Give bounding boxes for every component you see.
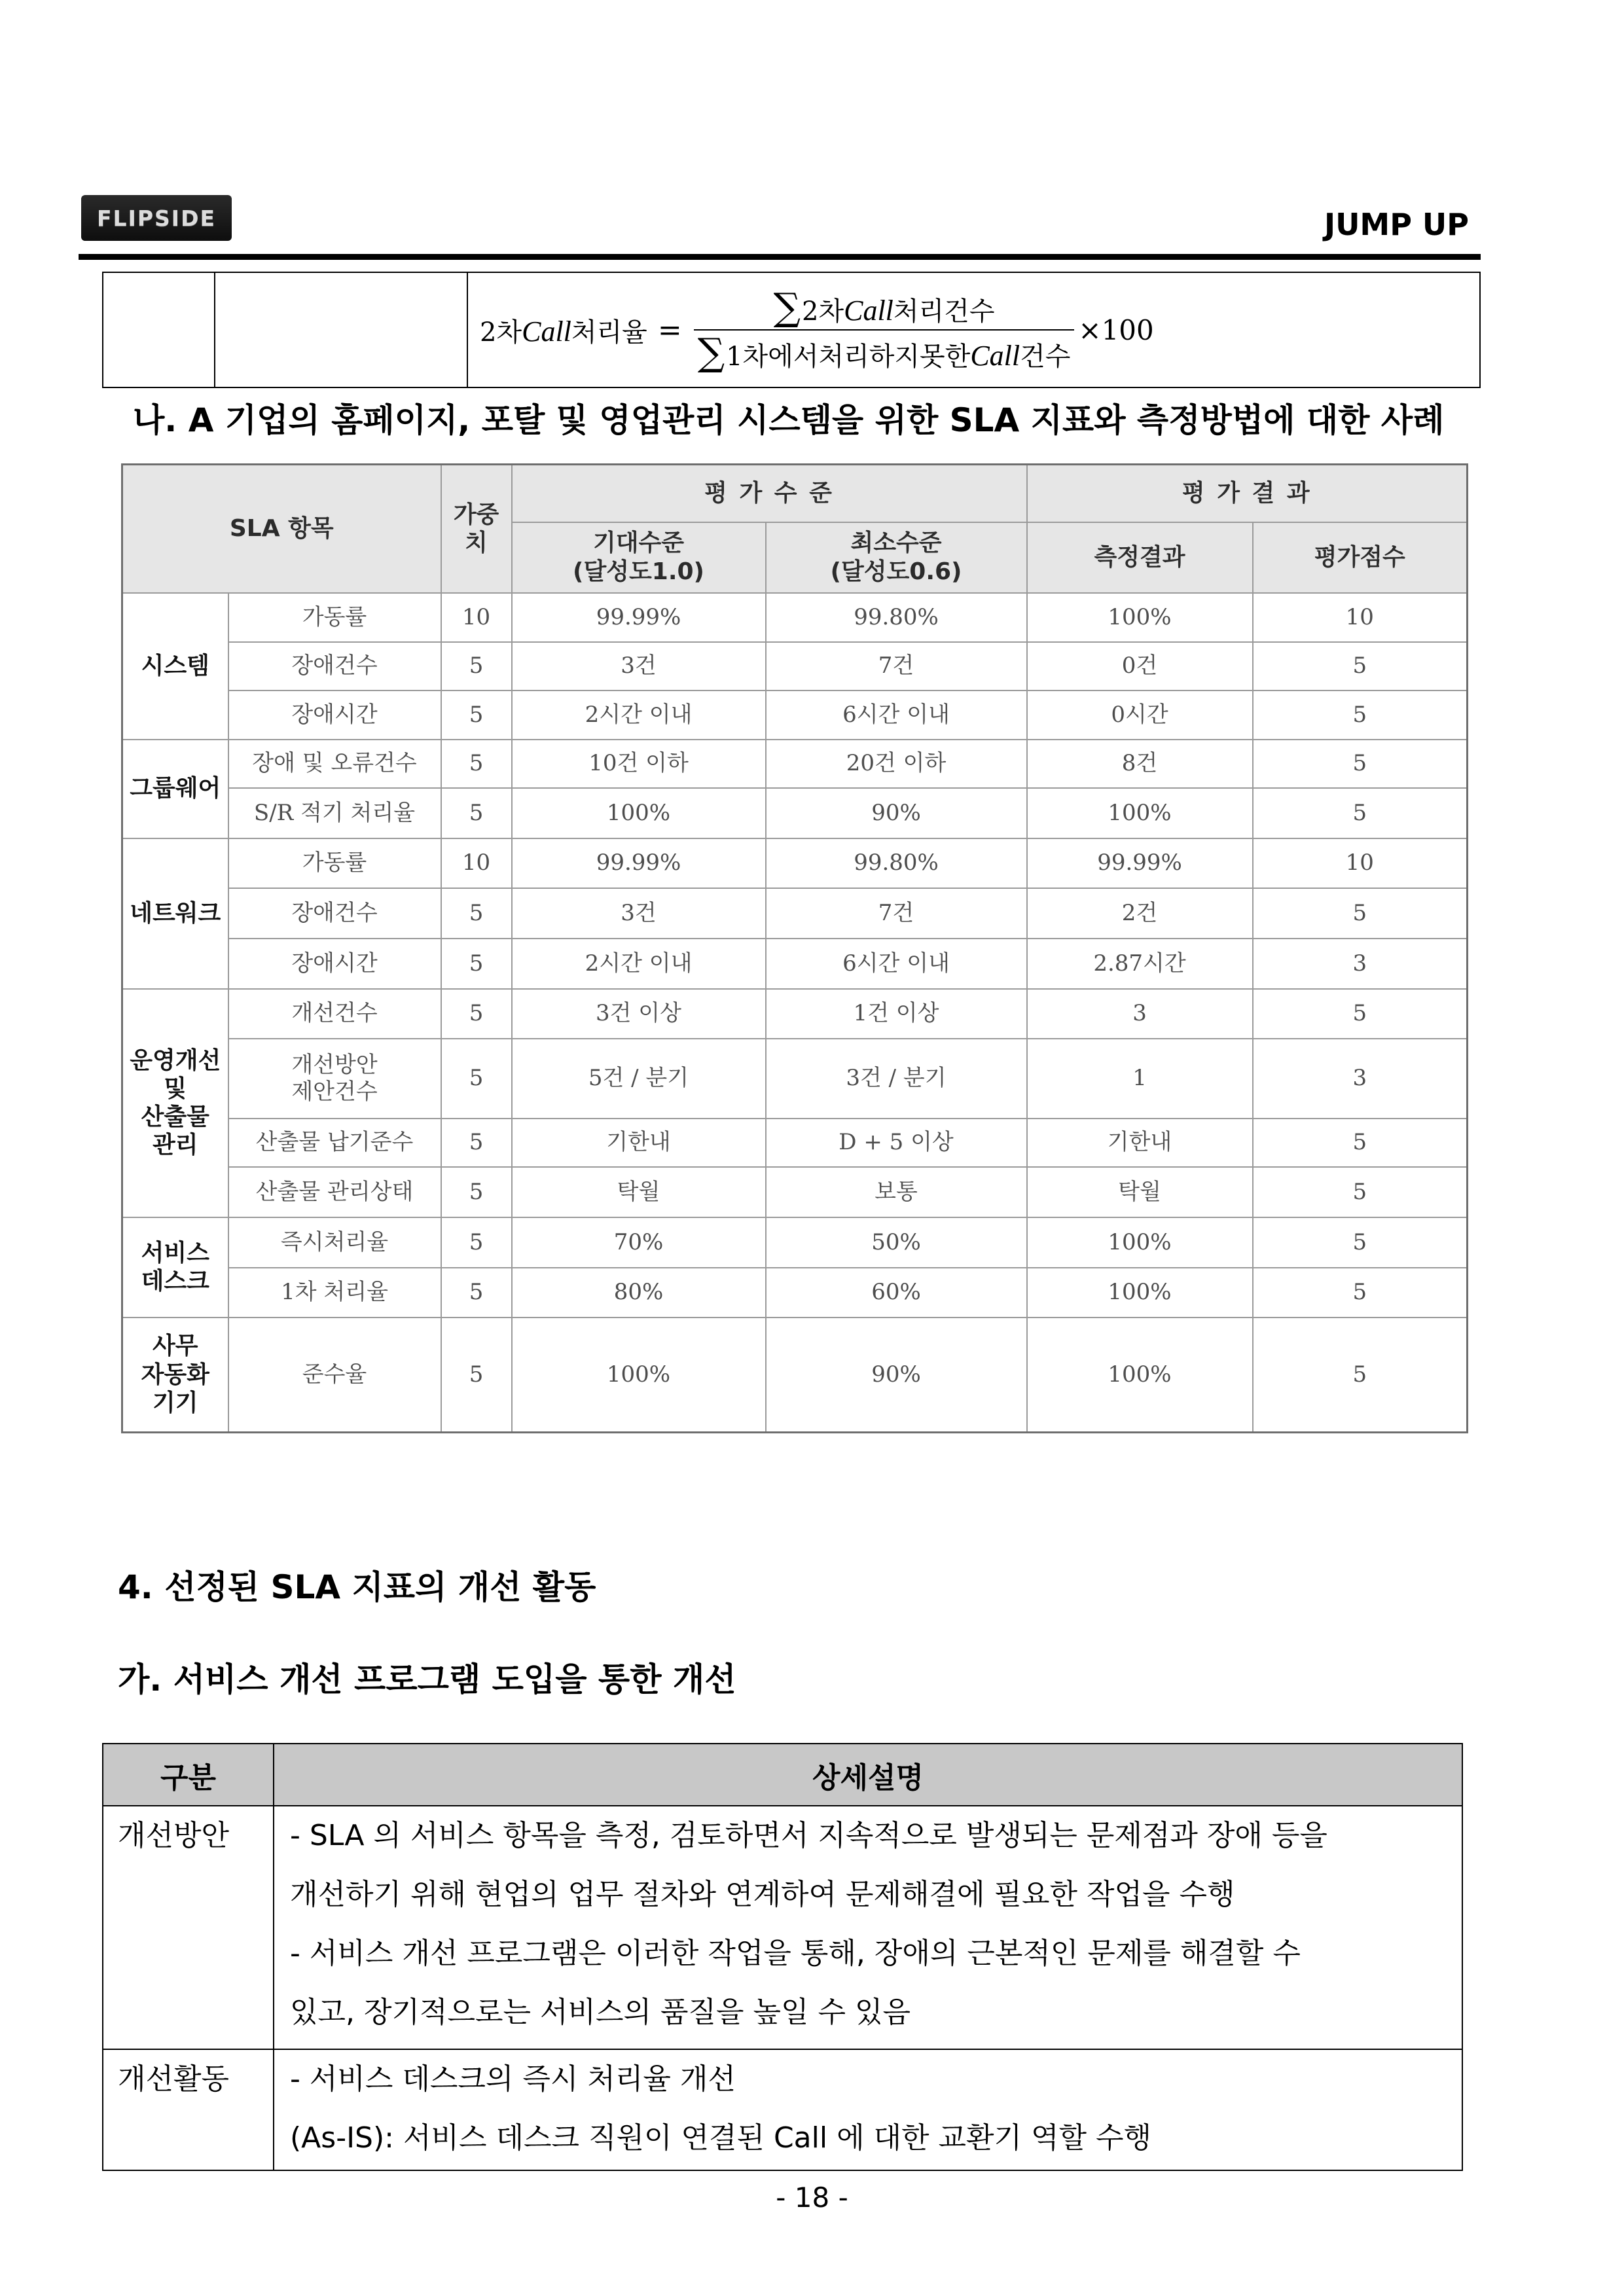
sla-cell-expected: 기한내 — [512, 1119, 766, 1167]
sla-cell-expected: 5건 / 분기 — [512, 1039, 766, 1119]
sla-cell-weight: 10 — [441, 838, 512, 888]
table-row — [122, 1318, 1468, 1433]
formula-lhs — [480, 312, 647, 349]
improvement-category: 개선활동 — [103, 2049, 274, 2170]
table-divider — [467, 273, 468, 387]
sla-header-eval-result: 평 가 결 과 — [1027, 465, 1468, 522]
table-row — [122, 691, 1468, 740]
detail-line: 있고, 장기적으로는 서비스의 품질을 높일 수 있음 — [290, 1996, 911, 2029]
sla-cell-measured: 100% — [1027, 1217, 1253, 1268]
table-row — [122, 1119, 1468, 1167]
sla-cell-item: 장애시간 — [228, 939, 441, 989]
sla-cell-weight: 10 — [441, 593, 512, 642]
sla-cell-weight: 5 — [441, 1167, 512, 1217]
sla-cell-score: 5 — [1253, 642, 1468, 691]
improvement-detail — [274, 1806, 1462, 2049]
sla-cell-score: 3 — [1253, 939, 1468, 989]
sla-cell-weight: 5 — [441, 888, 512, 939]
formula-text: 처리율 — [571, 317, 647, 348]
improvement-header-detail: 상세설명 — [274, 1744, 1462, 1806]
sla-cell-expected: 3건 이상 — [512, 989, 766, 1039]
sla-cell-measured: 99.99% — [1027, 838, 1253, 888]
sla-cell-minimum: 90% — [766, 788, 1027, 838]
equals-sign: = — [657, 313, 682, 347]
sla-cell-score: 5 — [1253, 1217, 1468, 1268]
detail-line: - SLA 의 서비스 항목을 측정, 검토하면서 지속적으로 발생되는 문제점과 장애 등을 — [290, 1819, 1327, 1852]
table-row — [122, 1217, 1468, 1268]
sla-cell-expected: 70% — [512, 1217, 766, 1268]
sla-cell-expected: 99.99% — [512, 838, 766, 888]
table-divider — [214, 273, 215, 387]
formula-text: 1차에서처리하지못한 — [726, 342, 971, 372]
sla-cell-expected: 10건 이하 — [512, 740, 766, 788]
formula-text: Call — [970, 340, 1020, 372]
logo-text: FLIPSIDE — [96, 205, 216, 231]
sigma-symbol: ∑ — [697, 330, 725, 374]
sla-cell-measured: 1 — [1027, 1039, 1253, 1119]
sla-cell-minimum: 6시간 이내 — [766, 691, 1027, 740]
sla-cell-score: 10 — [1253, 593, 1468, 642]
sla-cell-score: 5 — [1253, 788, 1468, 838]
call-rate-formula — [480, 273, 1154, 387]
sla-cell-score: 5 — [1253, 1119, 1468, 1167]
sla-cell-score: 5 — [1253, 1167, 1468, 1217]
sla-group-label: 운영개선 및 산출물 관리 — [122, 989, 228, 1217]
improvement-table — [102, 1743, 1463, 2171]
sla-cell-minimum: 99.80% — [766, 593, 1027, 642]
sla-header-score: 평가점수 — [1253, 522, 1468, 593]
sla-cell-minimum: 3건 / 분기 — [766, 1039, 1027, 1119]
table-row — [103, 1806, 1462, 2049]
sla-group-label: 네트워크 — [122, 838, 228, 989]
sla-cell-measured: 100% — [1027, 1268, 1253, 1318]
formula-multiplier: ×100 — [1078, 314, 1154, 346]
sla-cell-weight: 5 — [441, 1217, 512, 1268]
sla-cell-measured: 0건 — [1027, 642, 1253, 691]
sla-header-item: SLA 항목 — [122, 465, 441, 593]
sla-cell-score: 5 — [1253, 1268, 1468, 1318]
header-title: JUMP UP — [1324, 207, 1469, 242]
sla-cell-measured: 100% — [1027, 593, 1253, 642]
sla-cell-weight: 5 — [441, 1039, 512, 1119]
formula-text: 처리건수 — [893, 296, 995, 327]
improvement-detail — [274, 2049, 1462, 2170]
sla-cell-measured: 3 — [1027, 989, 1253, 1039]
sla-cell-score: 5 — [1253, 740, 1468, 788]
sla-cell-score: 5 — [1253, 1318, 1468, 1433]
sla-cell-expected: 2시간 이내 — [512, 939, 766, 989]
sla-cell-measured: 2건 — [1027, 888, 1253, 939]
section-heading: 4. 선정된 SLA 지표의 개선 활동 — [118, 1568, 596, 1606]
table-row — [122, 740, 1468, 788]
table-row — [122, 838, 1468, 888]
formula-text: 2차 — [802, 296, 844, 327]
table-row — [103, 2049, 1462, 2170]
sla-cell-measured: 2.87시간 — [1027, 939, 1253, 989]
sla-cell-weight: 5 — [441, 989, 512, 1039]
sla-cell-item: 산출물 관리상태 — [228, 1167, 441, 1217]
sla-cell-measured: 100% — [1027, 788, 1253, 838]
formula-text: Call — [844, 294, 893, 327]
page-number: - 18 - — [776, 2181, 848, 2214]
sla-cell-measured: 100% — [1027, 1318, 1253, 1433]
sla-cell-item: S/R 적기 처리율 — [228, 788, 441, 838]
sla-cell-minimum: 60% — [766, 1268, 1027, 1318]
improvement-header-row — [103, 1744, 1462, 1806]
sla-metrics-table — [121, 463, 1468, 1433]
sla-cell-weight: 5 — [441, 740, 512, 788]
sla-cell-weight: 5 — [441, 1268, 512, 1318]
sla-cell-expected: 3건 — [512, 888, 766, 939]
sla-cell-item: 1차 처리율 — [228, 1268, 441, 1318]
formula-text: 2차 — [480, 317, 522, 348]
table-row — [122, 1167, 1468, 1217]
sla-group-label: 시스템 — [122, 593, 228, 740]
sla-header-weight: 가중 치 — [441, 465, 512, 593]
sla-header-measured: 측정결과 — [1027, 522, 1253, 593]
sla-cell-weight: 5 — [441, 691, 512, 740]
table-row — [122, 593, 1468, 642]
sla-cell-minimum: 90% — [766, 1318, 1027, 1433]
sla-cell-expected: 3건 — [512, 642, 766, 691]
sla-cell-minimum: D + 5 이상 — [766, 1119, 1027, 1167]
sla-cell-weight: 5 — [441, 1318, 512, 1433]
formula-denominator — [694, 331, 1075, 372]
sla-cell-score: 3 — [1253, 1039, 1468, 1119]
sla-group-label: 사무 자동화 기기 — [122, 1318, 228, 1433]
table-row — [122, 642, 1468, 691]
formula-table — [102, 272, 1481, 388]
sla-cell-minimum: 7건 — [766, 642, 1027, 691]
formula-numerator — [694, 284, 1075, 331]
sla-header-row — [122, 465, 1468, 522]
improvement-header-category: 구분 — [103, 1744, 274, 1806]
sla-cell-minimum: 20건 이하 — [766, 740, 1027, 788]
formula-text: Call — [522, 315, 571, 348]
sla-cell-item: 장애 및 오류건수 — [228, 740, 441, 788]
table-row — [122, 1039, 1468, 1119]
sla-cell-score: 5 — [1253, 989, 1468, 1039]
sla-cell-minimum: 50% — [766, 1217, 1027, 1268]
sla-cell-weight: 5 — [441, 939, 512, 989]
sla-cell-measured: 8건 — [1027, 740, 1253, 788]
sla-cell-expected: 탁월 — [512, 1167, 766, 1217]
sla-cell-measured: 탁월 — [1027, 1167, 1253, 1217]
sla-header-minimum: 최소수준 (달성도0.6) — [766, 522, 1027, 593]
sla-cell-expected: 100% — [512, 788, 766, 838]
table-row — [122, 888, 1468, 939]
table-row — [122, 788, 1468, 838]
sla-cell-minimum: 99.80% — [766, 838, 1027, 888]
table-row — [122, 1268, 1468, 1318]
sla-cell-score: 5 — [1253, 888, 1468, 939]
detail-line: 개선하기 위해 현업의 업무 절차와 연계하여 문제해결에 필요한 작업을 수행 — [290, 1878, 1235, 1911]
table-row — [122, 939, 1468, 989]
flipside-logo — [81, 195, 232, 241]
section-heading: 나. A 기업의 홈페이지, 포탈 및 영업관리 시스템을 위한 SLA 지표와 측정방법에 대한 사례 — [133, 401, 1445, 439]
sla-cell-item: 장애건수 — [228, 888, 441, 939]
sla-cell-measured: 기한내 — [1027, 1119, 1253, 1167]
sla-cell-item: 가동률 — [228, 593, 441, 642]
sla-cell-minimum: 1건 이상 — [766, 989, 1027, 1039]
sla-cell-score: 5 — [1253, 691, 1468, 740]
sla-cell-item: 즉시처리율 — [228, 1217, 441, 1268]
sla-cell-item: 준수율 — [228, 1318, 441, 1433]
sla-cell-item: 장애시간 — [228, 691, 441, 740]
sla-cell-measured: 0시간 — [1027, 691, 1253, 740]
sla-cell-expected: 100% — [512, 1318, 766, 1433]
sla-group-label: 서비스 데스크 — [122, 1217, 228, 1318]
sla-cell-weight: 5 — [441, 1119, 512, 1167]
sla-cell-weight: 5 — [441, 642, 512, 691]
sla-cell-item: 개선건수 — [228, 989, 441, 1039]
header-rule — [79, 254, 1481, 260]
sla-header-eval-level: 평 가 수 준 — [512, 465, 1027, 522]
sla-cell-item: 장애건수 — [228, 642, 441, 691]
table-row — [122, 989, 1468, 1039]
improvement-category: 개선방안 — [103, 1806, 274, 2049]
sigma-symbol: ∑ — [773, 284, 801, 329]
sla-cell-item: 산출물 납기준수 — [228, 1119, 441, 1167]
sla-cell-item: 가동률 — [228, 838, 441, 888]
formula-text: 건수 — [1020, 342, 1071, 372]
sla-cell-minimum: 보통 — [766, 1167, 1027, 1217]
sla-cell-minimum: 7건 — [766, 888, 1027, 939]
sla-cell-minimum: 6시간 이내 — [766, 939, 1027, 989]
detail-line: - 서비스 데스크의 즉시 처리율 개선 — [290, 2062, 736, 2096]
sla-group-label: 그룹웨어 — [122, 740, 228, 838]
detail-line: (As-IS): 서비스 데스크 직원이 연결된 Call 에 대한 교환기 역할 수행 — [290, 2121, 1152, 2155]
sla-header-expected: 기대수준 (달성도1.0) — [512, 522, 766, 593]
sla-cell-item: 개선방안 제안건수 — [228, 1039, 441, 1119]
sla-cell-score: 10 — [1253, 838, 1468, 888]
subsection-heading: 가. 서비스 개선 프로그램 도입을 통한 개선 — [118, 1660, 736, 1698]
sla-cell-weight: 5 — [441, 788, 512, 838]
sla-cell-expected: 2시간 이내 — [512, 691, 766, 740]
detail-line: - 서비스 개선 프로그램은 이러한 작업을 통해, 장애의 근본적인 문제를 해결할 수 — [290, 1937, 1301, 1970]
sla-cell-expected: 99.99% — [512, 593, 766, 642]
formula-fraction — [694, 284, 1075, 374]
sla-table-body — [122, 593, 1468, 1433]
sla-cell-expected: 80% — [512, 1268, 766, 1318]
